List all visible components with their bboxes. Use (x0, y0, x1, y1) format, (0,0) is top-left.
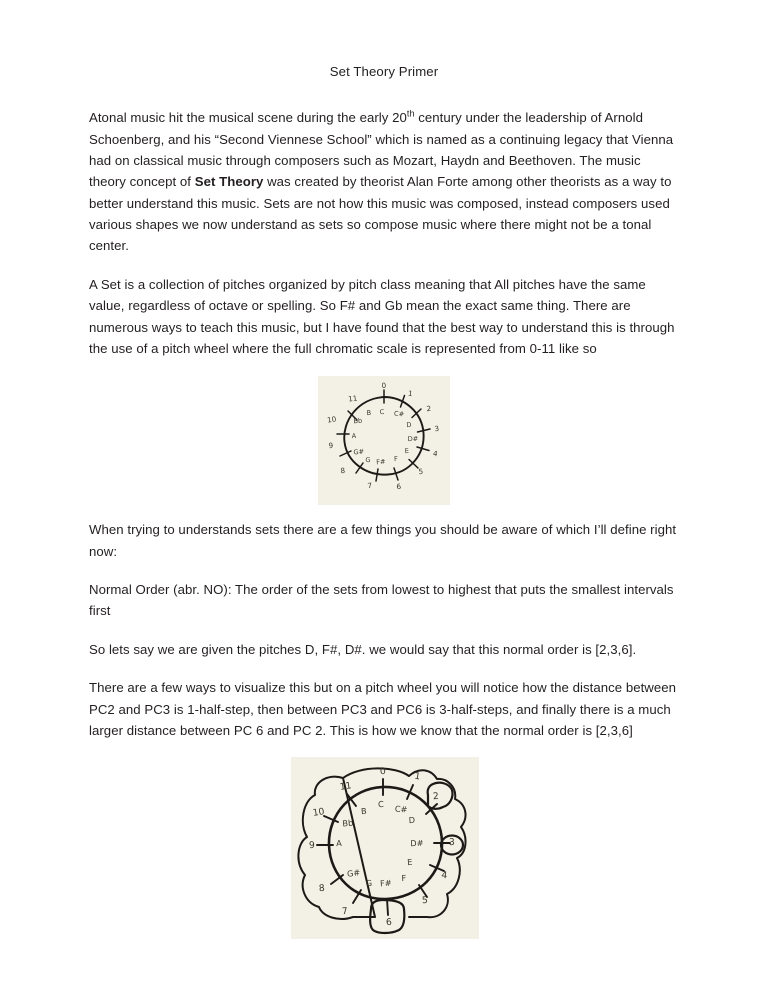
svg-text:2: 2 (432, 791, 440, 803)
figure-1-wrapper (89, 376, 679, 505)
svg-text:2: 2 (426, 404, 432, 414)
svg-text:G#: G# (353, 447, 365, 457)
svg-text:11: 11 (339, 780, 353, 794)
svg-text:6: 6 (385, 917, 393, 929)
svg-text:Bb: Bb (353, 416, 363, 426)
paragraph-intro-seg-1: Atonal music hit the musical scene during the early 20 (89, 110, 407, 126)
svg-text:Bb: Bb (341, 817, 354, 829)
wheel-inner-notes (336, 799, 424, 889)
pitch-wheel-basic-figure (318, 376, 450, 505)
pitch-wheel-normal-order-figure (291, 757, 479, 939)
svg-text:5: 5 (418, 467, 424, 477)
wheel-inner-notes (352, 408, 419, 466)
svg-text:8: 8 (339, 466, 346, 476)
svg-text:E: E (406, 857, 413, 868)
svg-text:B: B (366, 409, 372, 418)
svg-text:A: A (335, 838, 342, 849)
svg-text:9: 9 (308, 840, 316, 852)
svg-text:0: 0 (381, 381, 387, 391)
svg-text:6: 6 (395, 482, 402, 492)
wheel-outer-numbers (309, 766, 456, 928)
svg-text:C: C (377, 799, 384, 810)
highlight-pc-2 (428, 783, 453, 809)
bold-term-set-theory: Set Theory (194, 174, 264, 190)
svg-text:F#: F# (379, 877, 392, 889)
svg-text:C: C (379, 408, 385, 417)
svg-text:F#: F# (375, 457, 386, 467)
paragraph-normal-order-def: Normal Order (abr. NO): The order of the sets from lowest to highest that puts the smallest intervals first (89, 582, 674, 619)
svg-text:C#: C# (393, 409, 405, 419)
svg-text:7: 7 (341, 906, 349, 918)
svg-text:0: 0 (379, 766, 387, 778)
document-body (89, 62, 679, 951)
svg-text:D: D (406, 421, 412, 430)
ordinal-suffix: th (406, 108, 415, 119)
svg-text:11: 11 (347, 393, 358, 404)
paragraph-intro (89, 107, 679, 257)
svg-text:D: D (408, 815, 416, 826)
svg-text:B: B (360, 806, 367, 817)
svg-text:4: 4 (432, 449, 439, 459)
paragraph-set-definition: A Set is a collection of pitches organized by pitch class meaning that All pitches have the same value, regardless of octave or spelling. So F# and Gb mean the exact same thing. There are numerous ways to teach this music, but I have found that the best way to understand this is through the use of a pitch wheel where the full chromatic scale is represented from 0-11 like so (89, 276, 675, 356)
svg-text:9: 9 (328, 441, 334, 451)
svg-text:D#: D# (410, 838, 424, 849)
figure-2-wrapper (89, 757, 679, 939)
svg-text:3: 3 (448, 837, 456, 849)
svg-text:4: 4 (440, 870, 448, 882)
svg-text:3: 3 (433, 424, 440, 434)
paragraph-intro-seg-3: century under the leadership of Arnold Schoenberg, and his “Second Viennese School” which is named as a continuing legacy that Vienna had on classical music through composers such as Mozart, Haydn and Beethoven. The music theory concept of (89, 110, 674, 190)
svg-text:1: 1 (413, 770, 422, 783)
svg-text:7: 7 (366, 481, 373, 491)
page-title: Set Theory Primer (329, 64, 439, 79)
svg-text:10: 10 (326, 414, 337, 425)
svg-text:F: F (393, 455, 399, 464)
svg-text:5: 5 (421, 895, 429, 907)
svg-text:F: F (401, 873, 407, 884)
svg-text:D#: D# (407, 435, 419, 444)
paragraph-awareness: When trying to understands sets there are a few things you should be aware of which I’ll define right now: (89, 522, 677, 559)
paragraph-visualize: There are a few ways to visualize this but on a pitch wheel you will notice how the distance between PC2 and PC3 is 1-half-step, then between PC3 and PC6 is 3-half-steps, and finally there is a much larger distance between PC 6 and PC 2. This is how we know that the normal order is [2,3,6] (89, 680, 677, 738)
svg-text:1: 1 (407, 389, 414, 399)
svg-text:8: 8 (318, 883, 326, 895)
paragraph-example-pitches: So lets say we are given the pitches D, F#, D#. we would say that this normal order is [2,3,6]. (89, 641, 637, 657)
svg-text:G#: G# (346, 867, 361, 880)
paragraph-intro-seg-5: was created by theorist Alan Forte among other theorists as a way to better understand this music. Sets are not how this music was composed, instead composers used various shapes we now understand as sets so compose music where there might not be a tonal center. (89, 174, 672, 254)
svg-text:A: A (351, 432, 357, 441)
svg-text:E: E (404, 447, 410, 456)
svg-text:G: G (365, 878, 373, 889)
svg-text:10: 10 (311, 806, 326, 820)
svg-text:G: G (365, 456, 371, 465)
svg-text:C#: C# (394, 803, 408, 815)
